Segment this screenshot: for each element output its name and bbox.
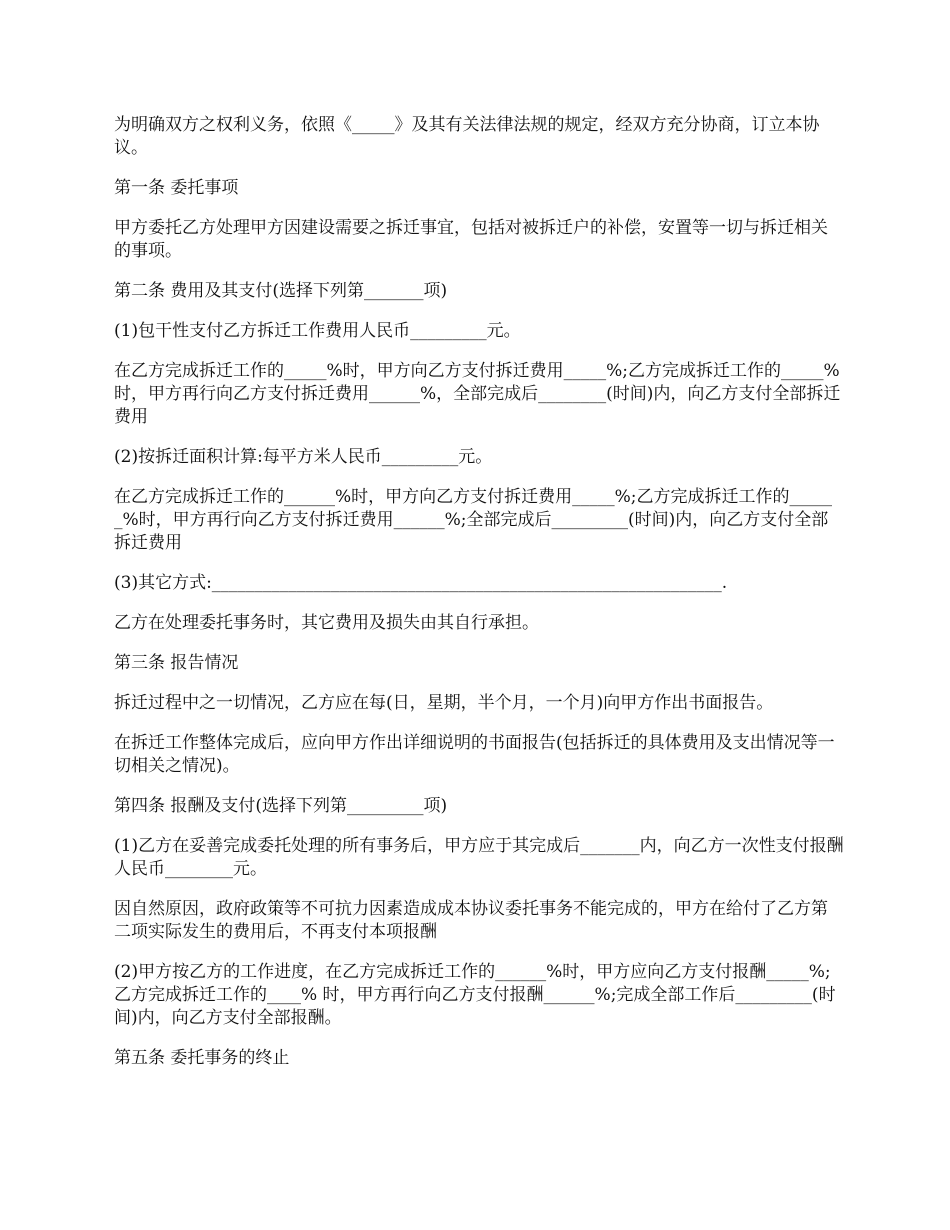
- heading-article-5: 第五条 委托事务的终止: [114, 1048, 290, 1068]
- paragraph-option-2-schedule: 在乙方完成拆迁工作的______%时，甲方向乙方支付拆迁费用_____%;乙方完成拆迁工作的______%时，甲方再行向乙方支付拆迁费用______%;全部完成后_________(时间)内，向乙方支付全部拆迁费用: [114, 487, 833, 553]
- paragraph-article-1-body: 甲方委托乙方处理甲方因建设需要之拆迁事宜，包括对被拆迁户的补偿，安置等一切与拆迁相关的事项。: [114, 218, 828, 261]
- document-body: [114, 114, 844, 1087]
- paragraph-remuneration-1: (1)乙方在妥善完成委托处理的所有事务后，甲方应于其完成后_______内，向乙方一次性支付报酬人民币________元。: [114, 836, 844, 879]
- heading-article-2: 第二条 费用及其支付(选择下列第_______项): [114, 281, 448, 301]
- heading-article-1: 第一条 委托事项: [114, 178, 239, 198]
- paragraph-other-costs: 乙方在处理委托事务时，其它费用及损失由其自行承担。: [114, 613, 539, 633]
- paragraph-report-periodic: 拆迁过程中之一切情况，乙方应在每(日，星期，半个月，一个月)向甲方作出书面报告。: [114, 693, 774, 713]
- paragraph-option-2: (2)按拆迁面积计算:每平方米人民币_________元。: [114, 447, 493, 467]
- heading-article-4: 第四条 报酬及支付(选择下列第_________项): [114, 796, 448, 816]
- paragraph-report-final: 在拆迁工作整体完成后，应向甲方作出详细说明的书面报告(包括拆迁的具体费用及支出情况等一切相关之情况)。: [114, 733, 835, 776]
- heading-article-3: 第三条 报告情况: [114, 653, 239, 673]
- paragraph-option-1: (1)包干性支付乙方拆迁工作费用人民币_________元。: [114, 321, 521, 341]
- paragraph-force-majeure: 因自然原因，政府政策等不可抗力因素造成成本协议委托事务不能完成的，甲方在给付了乙方第二项实际发生的费用后，不再支付本项报酬: [114, 899, 828, 942]
- paragraph-remuneration-2: (2)甲方按乙方的工作进度，在乙方完成拆迁工作的______%时，甲方应向乙方支付报酬_____%;乙方完成拆迁工作的____% 时，甲方再行向乙方支付报酬______%;完成全部工作后_________(时间)内，向乙方支付全部报酬。: [114, 962, 836, 1028]
- paragraph-preamble: 为明确双方之权利义务，依照《_____》及其有关法律法规的规定，经双方充分协商，订立本协议。: [114, 115, 820, 158]
- paragraph-option-1-schedule: 在乙方完成拆迁工作的_____%时，甲方向乙方支付拆迁费用_____%;乙方完成拆迁工作的_____%时，甲方再行向乙方支付拆迁费用______%，全部完成后________(时间)内，向乙方支付全部拆迁费用: [114, 361, 841, 427]
- paragraph-option-3: (3)其它方式:____________________________________________________________.: [114, 573, 728, 593]
